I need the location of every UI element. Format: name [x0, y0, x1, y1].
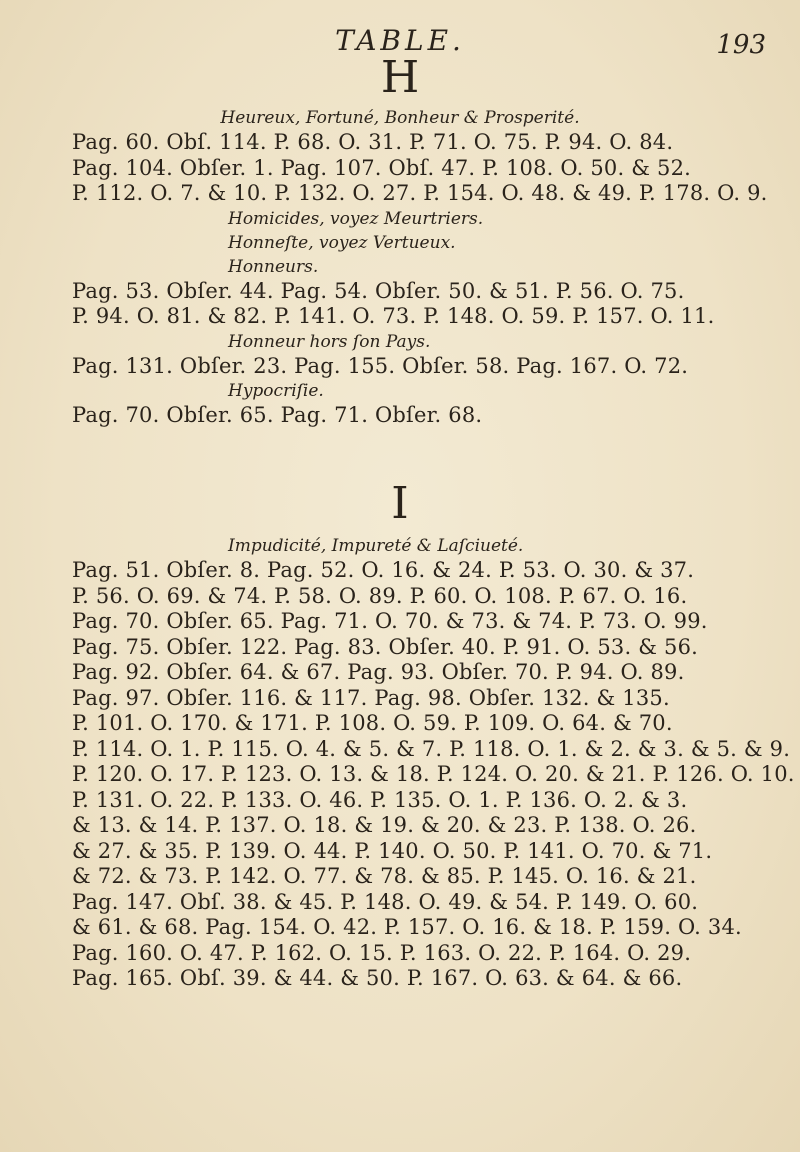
entry-line: Pag. 160. O. 47. P. 162. O. 15. P. 163. O. 22. P. 164. O. 29.	[72, 940, 692, 965]
entry-line: & 27. & 35. P. 139. O. 44. P. 140. O. 50. P. 141. O. 70. & 71.	[72, 838, 713, 863]
entry-line: Pag. 104. Obſer. 1. Pag. 107. Obſ. 47. P. 108. O. 50. & 52.	[72, 155, 692, 180]
page-number: 193	[716, 30, 766, 60]
entry-line: Pag. 60. Obſ. 114. P. 68. O. 31. P. 71. O. 75. P. 94. O. 84.	[72, 130, 674, 154]
entry-line: Pag. 131. Obſer. 23. Pag. 155. Obſer. 58. Pag. 167. O. 72.	[72, 353, 689, 378]
entry-line: P. 114. O. 1. P. 115. O. 4. & 5. & 7. P. 118. O. 1. & 2. & 3. & 5. & 9.	[72, 736, 791, 761]
entry-line: Pag. 165. Obſ. 39. & 44. & 50. P. 167. O. 63. & 64. & 66.	[72, 966, 683, 990]
heading-honneur-hors-pays: Honneur hors ſon Pays.	[228, 331, 431, 352]
entry-line: Pag. 70. Obſer. 65. Pag. 71. Obſer. 68.	[72, 403, 483, 427]
entry-line: Pag. 97. Obſer. 116. & 117. Pag. 98. Obſer. 132. & 135.	[72, 685, 670, 710]
heading-honneste: Honneſte, voyez Vertueux.	[228, 232, 456, 253]
heading-impudicite: Impudicité, Impureté & Laſciueté.	[228, 536, 524, 556]
entry-line: & 61. & 68. Pag. 154. O. 42. P. 157. O. 16. & 18. P. 159. O. 34.	[72, 915, 742, 939]
heading-honneurs: Honneurs.	[228, 256, 319, 277]
entry-line: & 72. & 73. P. 142. O. 77. & 78. & 85. P. 145. O. 16. & 21.	[72, 864, 697, 888]
entry-line: P. 94. O. 81. & 82. P. 141. O. 73. P. 148. O. 59. P. 157. O. 11.	[72, 304, 715, 328]
entry-line: Pag. 53. Obſer. 44. Pag. 54. Obſer. 50. & 51. P. 56. O. 75.	[72, 278, 685, 303]
heading-homicides: Homicides, voyez Meurtriers.	[228, 208, 484, 229]
heading-hypocrisie: Hypocriſie.	[228, 381, 324, 401]
entry-line: P. 101. O. 170. & 171. P. 108. O. 59. P. 109. O. 64. & 70.	[72, 711, 673, 735]
entry-line: P. 112. O. 7. & 10. P. 132. O. 27. P. 154. O. 48. & 49. P. 178. O. 9.	[72, 181, 768, 205]
entry-line: & 13. & 14. P. 137. O. 18. & 19. & 20. & 23. P. 138. O. 26.	[72, 813, 697, 837]
entry-line: Pag. 92. Obſer. 64. & 67. Pag. 93. Obſer. 70. P. 94. O. 89.	[72, 660, 685, 684]
entry-line: Pag. 147. Obſ. 38. & 45. P. 148. O. 49. & 54. P. 149. O. 60.	[72, 889, 699, 914]
section-letter-h: H	[380, 52, 420, 103]
entry-line: P. 120. O. 17. P. 123. O. 13. & 18. P. 124. O. 20. & 21. P. 126. O. 10.	[72, 762, 795, 786]
entry-line: Pag. 51. Obſer. 8. Pag. 52. O. 16. & 24. P. 53. O. 30. & 37.	[72, 558, 695, 582]
entry-line: Pag. 70. Obſer. 65. Pag. 71. O. 70. & 73. & 74. P. 73. O. 99.	[72, 609, 708, 633]
section-h	[0, 52, 800, 429]
entry-line: P. 131. O. 22. P. 133. O. 46. P. 135. O. 1. P. 136. O. 2. & 3.	[72, 787, 688, 812]
running-title: TABLE.	[335, 24, 465, 57]
section-i	[0, 478, 800, 992]
entry-line: P. 56. O. 69. & 74. P. 58. O. 89. P. 60. O. 108. P. 67. O. 16.	[72, 583, 688, 608]
heading-heureux: Heureux, Fortuné, Bonheur & Prosperité.	[220, 108, 580, 128]
section-letter-i: I	[391, 478, 409, 529]
entry-line: Pag. 75. Obſer. 122. Pag. 83. Obſer. 40. P. 91. O. 53. & 56.	[72, 634, 699, 659]
